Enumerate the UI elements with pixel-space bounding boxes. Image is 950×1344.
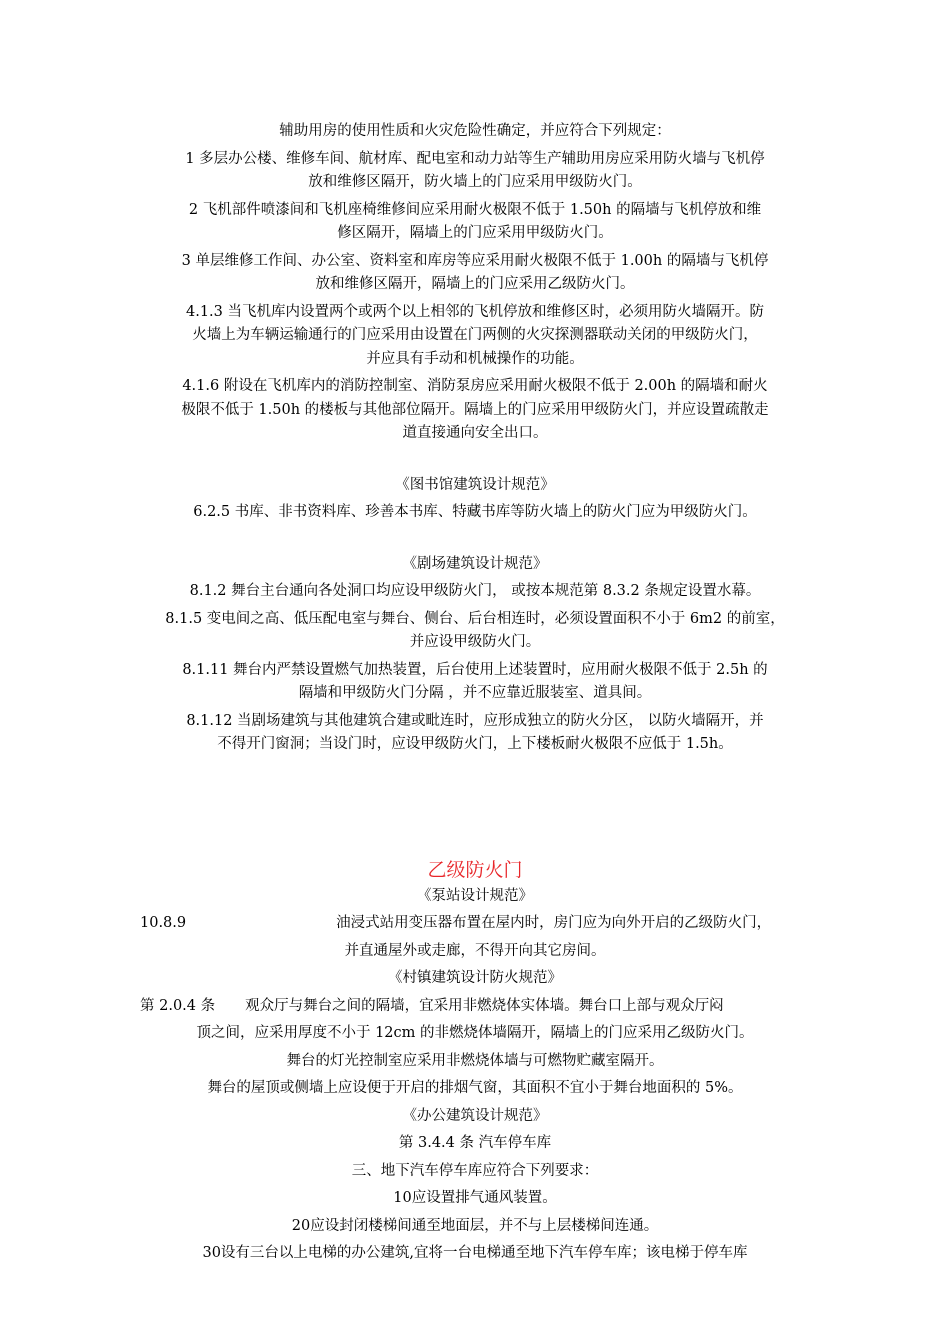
library-clause-6-2-5: 6.2.5 书库、非书资料库、珍善本书库、特藏书库等防火墙上的防火门应为甲级防火门。 <box>193 504 757 520</box>
theater-clause-8-1-2: 8.1.2 舞台主台通向各处洞口均应设甲级防火门， 或按本规范第 8.3.2 条规定设置水幕。 <box>189 583 761 599</box>
hangar-item-3: 3 单层维修工作间、办公室、资料室和库房等应采用耐火极限不低于 1.00h 的隔墙与飞机停 放和维修区隔开，隔墙上的门应采用乙级防火门。 <box>181 252 769 292</box>
class-b-fire-door-heading: 乙级防火门 <box>427 858 523 881</box>
office-subsection: 三、地下汽车停车库应符合下列要求： <box>351 1162 599 1179</box>
clause-4-1-6: 4.1.6 附设在飞机库内的消防控制室、消防泵房应采用耐火极限不低于 2.00h 的隔墙和耐火 极限不低于 1.50h 的楼板与其他部位隔开。隔墙上的门应采用甲级防火门，并应设置疏散走 道直接通向安全出口。 <box>181 378 769 441</box>
office-item-3: 30设有三台以上电梯的办公建筑,宜将一台电梯通至地下汽车停车库；该电梯于停车库 <box>202 1245 748 1261</box>
village-clause-line-2: 顶之间，应采用厚度不小于 12cm 的非燃烧体墙隔开，隔墙上的门应采用乙级防火门。 <box>196 1025 754 1041</box>
theater-clause-8-1-12: 8.1.12 当剧场建筑与其他建筑合建或毗连时，应形成独立的防火分区， 以防火墙隔开，并 不得开门窗洞；当设门时，应设甲级防火门，上下楼板耐火极限不应低于 1.5h。 <box>186 712 764 752</box>
village-clause-2-0-4: 第 2.0.4 条 观众厅与舞台之间的隔墙，宜采用非燃烧体实体墙。舞台口上部与观众厅闷 <box>140 997 724 1014</box>
office-code-title: 《办公建筑设计规范》 <box>402 1107 548 1124</box>
office-item-2: 20应设封闭楼梯间通至地面层，并不与上层楼梯间连通。 <box>291 1217 659 1234</box>
clause-4-1-3: 4.1.3 当飞机库内设置两个或两个以上相邻的飞机停放和维修区时，必须用防火墙隔开。防 火墙上为车辆运输通行的门应采用由设置在门两侧的火灾探测器联动关闭的甲级防火门， 并应具有手动和机械操作的功能。 <box>186 303 764 367</box>
hangar-intro: 辅助用房的使用性质和火灾危险性确定，并应符合下列规定： <box>279 123 671 139</box>
hangar-item-1: 1 多层办公楼、维修车间、航材库、配电室和动力站等生产辅助用房应采用防火墙与飞机停 放和维修区隔开，防火墙上的门应采用甲级防火门。 <box>185 150 765 190</box>
village-clause-line-3: 舞台的灯光控制室应采用非燃烧体墙与可燃物贮藏室隔开。 <box>286 1052 664 1069</box>
pump-clause-line-2: 并直通屋外或走廊，不得开向其它房间。 <box>344 942 606 959</box>
office-item-1: 10应设置排气通风装置。 <box>393 1190 557 1206</box>
village-code-title: 《村镇建筑设计防火规范》 <box>388 970 562 986</box>
library-code-title: 《图书馆建筑设计规范》 <box>395 476 555 493</box>
document-page <box>140 120 810 1270</box>
theater-code-title: 《剧场建筑设计规范》 <box>402 555 548 572</box>
pump-clause-10-8-9: 10.8.9 油浸式站用变压器布置在屋内时，房门应为向外开启的乙级防火门， <box>140 915 772 931</box>
hangar-item-2: 2 飞机部件喷漆间和飞机座椅维修间应采用耐火极限不低于 1.50h 的隔墙与飞机停放和维 修区隔开，隔墙上的门应采用甲级防火门。 <box>188 201 762 241</box>
theater-clause-8-1-11: 8.1.11 舞台内严禁设置燃气加热装置，后台使用上述装置时，应用耐火极限不低于 2.5h 的 隔墙和甲级防火门分隔 ，并不应靠近服装室、道具间。 <box>182 661 768 701</box>
office-clause-3-4-4: 第 3.4.4 条 汽车停车库 <box>398 1135 552 1151</box>
pump-code-title: 《泵站设计规范》 <box>417 887 533 904</box>
theater-clause-8-1-5: 8.1.5 变电间之高、低压配电室与舞台、侧台、后台相连时，必须设置面积不小于 6m2 的前室， 并应设甲级防火门。 <box>165 610 785 650</box>
village-clause-line-4: 舞台的屋顶或侧墙上应设便于开启的排烟气窗，其面积不宜小于舞台地面积的 5%。 <box>207 1080 743 1096</box>
